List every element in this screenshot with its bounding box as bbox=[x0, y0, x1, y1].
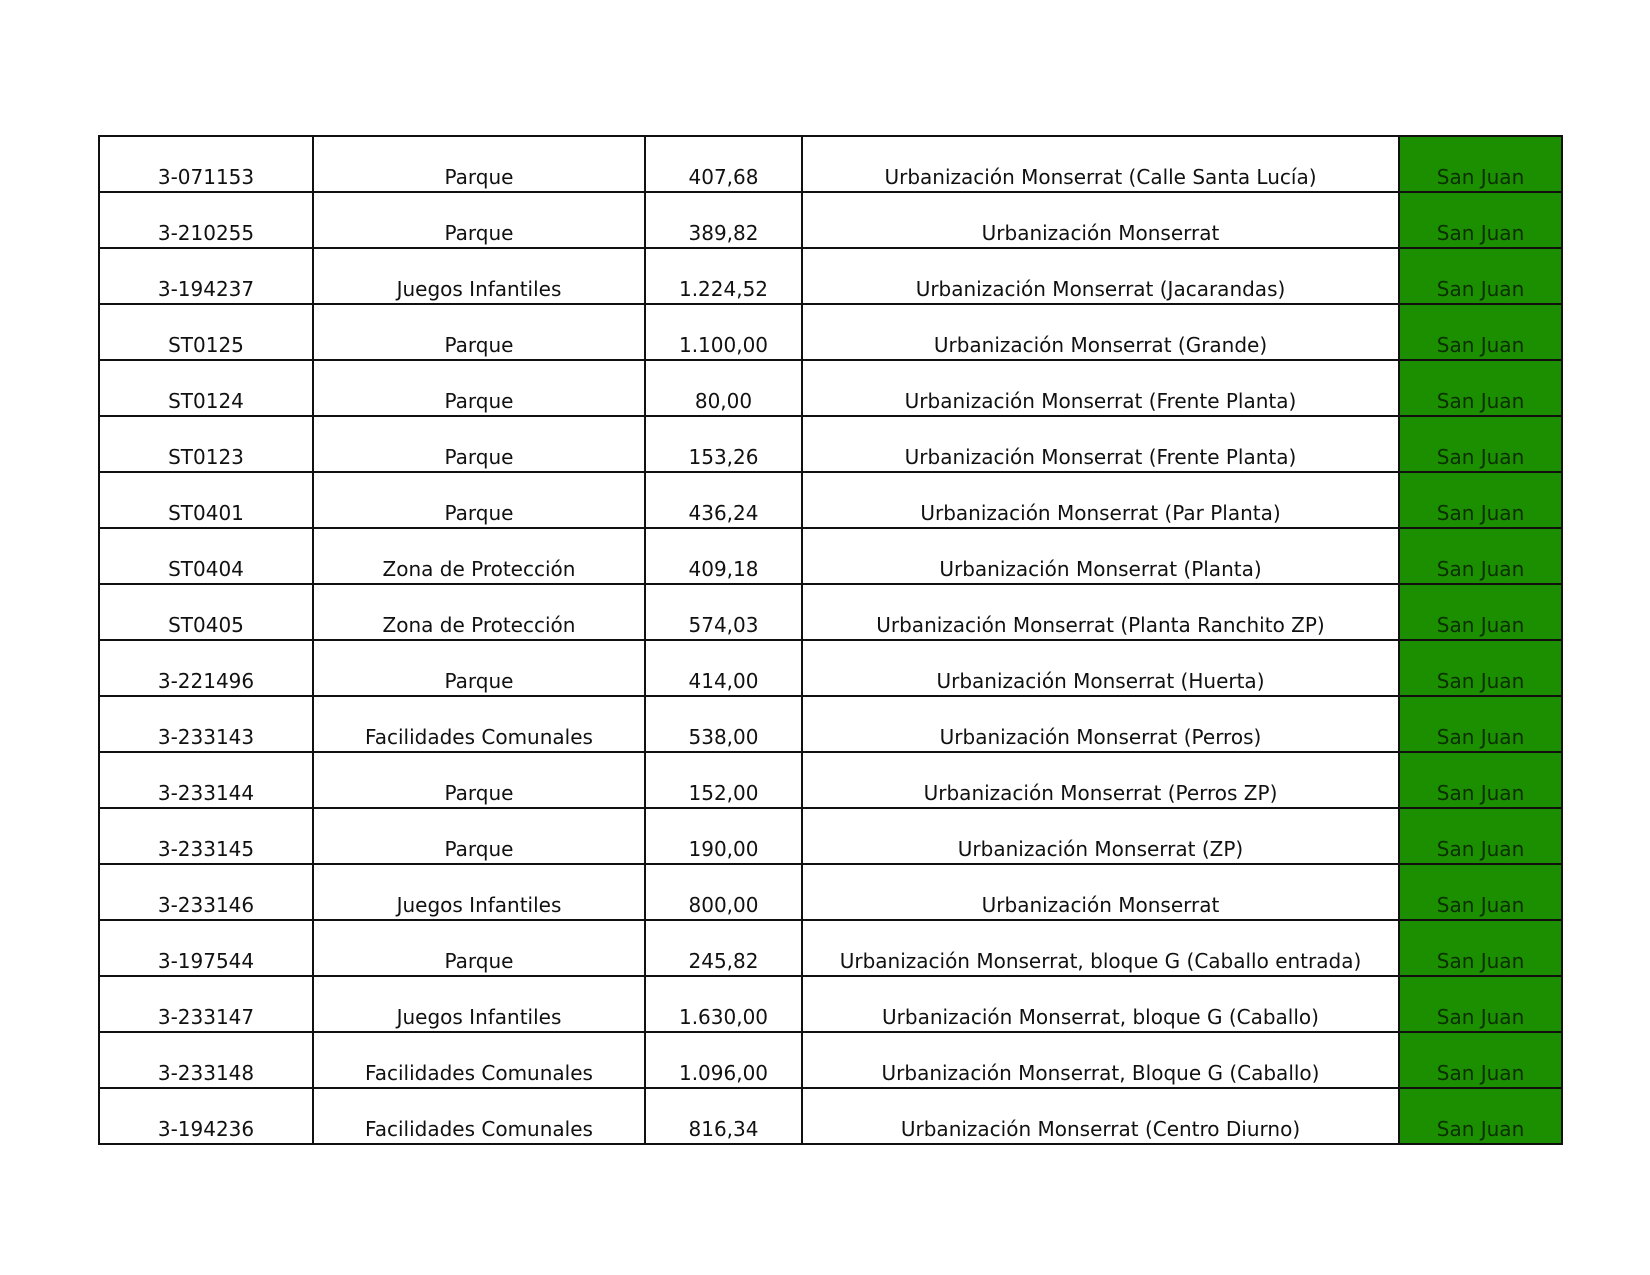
record-area-cell: 1.100,00 bbox=[645, 304, 802, 360]
record-id-cell: 3-197544 bbox=[99, 920, 313, 976]
record-type-cell: Parque bbox=[313, 416, 645, 472]
table-row bbox=[99, 1088, 1562, 1144]
record-type-cell: Parque bbox=[313, 360, 645, 416]
record-id-cell: 3-071153 bbox=[99, 136, 313, 192]
record-area-cell: 80,00 bbox=[645, 360, 802, 416]
record-type-cell: Facilidades Comunales bbox=[313, 1088, 645, 1144]
record-area-cell: 152,00 bbox=[645, 752, 802, 808]
table-row bbox=[99, 416, 1562, 472]
record-area-cell: 436,24 bbox=[645, 472, 802, 528]
record-area-cell: 1.630,00 bbox=[645, 976, 802, 1032]
record-type-cell: Parque bbox=[313, 808, 645, 864]
record-location-cell: Urbanización Monserrat (Grande) bbox=[802, 304, 1399, 360]
record-area-cell: 816,34 bbox=[645, 1088, 802, 1144]
record-type-cell: Parque bbox=[313, 640, 645, 696]
record-district-cell: San Juan bbox=[1399, 248, 1562, 304]
record-location-cell: Urbanización Monserrat (Frente Planta) bbox=[802, 360, 1399, 416]
table-row bbox=[99, 920, 1562, 976]
record-location-cell: Urbanización Monserrat bbox=[802, 192, 1399, 248]
table-row bbox=[99, 1032, 1562, 1088]
record-location-cell: Urbanización Monserrat (Planta) bbox=[802, 528, 1399, 584]
record-location-cell: Urbanización Monserrat, bloque G (Caballo entrada) bbox=[802, 920, 1399, 976]
record-type-cell: Facilidades Comunales bbox=[313, 1032, 645, 1088]
table-row bbox=[99, 136, 1562, 192]
record-district-cell: San Juan bbox=[1399, 752, 1562, 808]
record-type-cell: Parque bbox=[313, 920, 645, 976]
record-id-cell: 3-194237 bbox=[99, 248, 313, 304]
record-location-cell: Urbanización Monserrat (ZP) bbox=[802, 808, 1399, 864]
table-row bbox=[99, 696, 1562, 752]
record-location-cell: Urbanización Monserrat (Calle Santa Lucía) bbox=[802, 136, 1399, 192]
record-area-cell: 800,00 bbox=[645, 864, 802, 920]
record-id-cell: 3-233145 bbox=[99, 808, 313, 864]
record-id-cell: 3-233143 bbox=[99, 696, 313, 752]
record-type-cell: Parque bbox=[313, 304, 645, 360]
table-row bbox=[99, 472, 1562, 528]
record-id-cell: 3-233147 bbox=[99, 976, 313, 1032]
record-location-cell: Urbanización Monserrat (Centro Diurno) bbox=[802, 1088, 1399, 1144]
record-id-cell: 3-233148 bbox=[99, 1032, 313, 1088]
record-location-cell: Urbanización Monserrat bbox=[802, 864, 1399, 920]
record-id-cell: ST0401 bbox=[99, 472, 313, 528]
record-district-cell: San Juan bbox=[1399, 584, 1562, 640]
record-district-cell: San Juan bbox=[1399, 976, 1562, 1032]
record-id-cell: 3-233146 bbox=[99, 864, 313, 920]
records-table bbox=[98, 135, 1563, 1145]
table-row bbox=[99, 808, 1562, 864]
record-area-cell: 389,82 bbox=[645, 192, 802, 248]
table-row bbox=[99, 584, 1562, 640]
record-district-cell: San Juan bbox=[1399, 1032, 1562, 1088]
table-row bbox=[99, 752, 1562, 808]
record-district-cell: San Juan bbox=[1399, 1088, 1562, 1144]
record-type-cell: Parque bbox=[313, 472, 645, 528]
record-type-cell: Juegos Infantiles bbox=[313, 976, 645, 1032]
record-location-cell: Urbanización Monserrat (Frente Planta) bbox=[802, 416, 1399, 472]
record-id-cell: ST0404 bbox=[99, 528, 313, 584]
record-location-cell: Urbanización Monserrat (Perros ZP) bbox=[802, 752, 1399, 808]
record-location-cell: Urbanización Monserrat (Par Planta) bbox=[802, 472, 1399, 528]
record-area-cell: 190,00 bbox=[645, 808, 802, 864]
record-area-cell: 245,82 bbox=[645, 920, 802, 976]
table-row bbox=[99, 528, 1562, 584]
table-row bbox=[99, 360, 1562, 416]
table-row bbox=[99, 248, 1562, 304]
record-id-cell: 3-194236 bbox=[99, 1088, 313, 1144]
record-area-cell: 574,03 bbox=[645, 584, 802, 640]
record-area-cell: 414,00 bbox=[645, 640, 802, 696]
record-location-cell: Urbanización Monserrat (Huerta) bbox=[802, 640, 1399, 696]
record-type-cell: Zona de Protección bbox=[313, 584, 645, 640]
record-id-cell: 3-210255 bbox=[99, 192, 313, 248]
record-district-cell: San Juan bbox=[1399, 304, 1562, 360]
record-area-cell: 407,68 bbox=[645, 136, 802, 192]
record-district-cell: San Juan bbox=[1399, 192, 1562, 248]
record-district-cell: San Juan bbox=[1399, 416, 1562, 472]
record-district-cell: San Juan bbox=[1399, 472, 1562, 528]
record-area-cell: 1.096,00 bbox=[645, 1032, 802, 1088]
record-type-cell: Parque bbox=[313, 136, 645, 192]
record-district-cell: San Juan bbox=[1399, 696, 1562, 752]
record-district-cell: San Juan bbox=[1399, 640, 1562, 696]
record-type-cell: Parque bbox=[313, 192, 645, 248]
records-table-body bbox=[99, 136, 1562, 1144]
record-area-cell: 409,18 bbox=[645, 528, 802, 584]
record-id-cell: ST0123 bbox=[99, 416, 313, 472]
record-type-cell: Juegos Infantiles bbox=[313, 248, 645, 304]
record-type-cell: Zona de Protección bbox=[313, 528, 645, 584]
table-row bbox=[99, 640, 1562, 696]
record-id-cell: ST0124 bbox=[99, 360, 313, 416]
record-id-cell: 3-233144 bbox=[99, 752, 313, 808]
table-row bbox=[99, 976, 1562, 1032]
record-id-cell: ST0405 bbox=[99, 584, 313, 640]
record-district-cell: San Juan bbox=[1399, 808, 1562, 864]
record-type-cell: Facilidades Comunales bbox=[313, 696, 645, 752]
record-district-cell: San Juan bbox=[1399, 920, 1562, 976]
record-area-cell: 1.224,52 bbox=[645, 248, 802, 304]
record-type-cell: Juegos Infantiles bbox=[313, 864, 645, 920]
record-location-cell: Urbanización Monserrat, Bloque G (Caballo) bbox=[802, 1032, 1399, 1088]
record-id-cell: ST0125 bbox=[99, 304, 313, 360]
table-row bbox=[99, 864, 1562, 920]
record-district-cell: San Juan bbox=[1399, 136, 1562, 192]
record-area-cell: 538,00 bbox=[645, 696, 802, 752]
record-district-cell: San Juan bbox=[1399, 360, 1562, 416]
record-id-cell: 3-221496 bbox=[99, 640, 313, 696]
record-type-cell: Parque bbox=[313, 752, 645, 808]
record-district-cell: San Juan bbox=[1399, 864, 1562, 920]
record-location-cell: Urbanización Monserrat (Planta Ranchito ZP) bbox=[802, 584, 1399, 640]
table-row bbox=[99, 304, 1562, 360]
record-district-cell: San Juan bbox=[1399, 528, 1562, 584]
record-location-cell: Urbanización Monserrat (Perros) bbox=[802, 696, 1399, 752]
record-area-cell: 153,26 bbox=[645, 416, 802, 472]
table-row bbox=[99, 192, 1562, 248]
record-location-cell: Urbanización Monserrat (Jacarandas) bbox=[802, 248, 1399, 304]
record-location-cell: Urbanización Monserrat, bloque G (Caballo) bbox=[802, 976, 1399, 1032]
